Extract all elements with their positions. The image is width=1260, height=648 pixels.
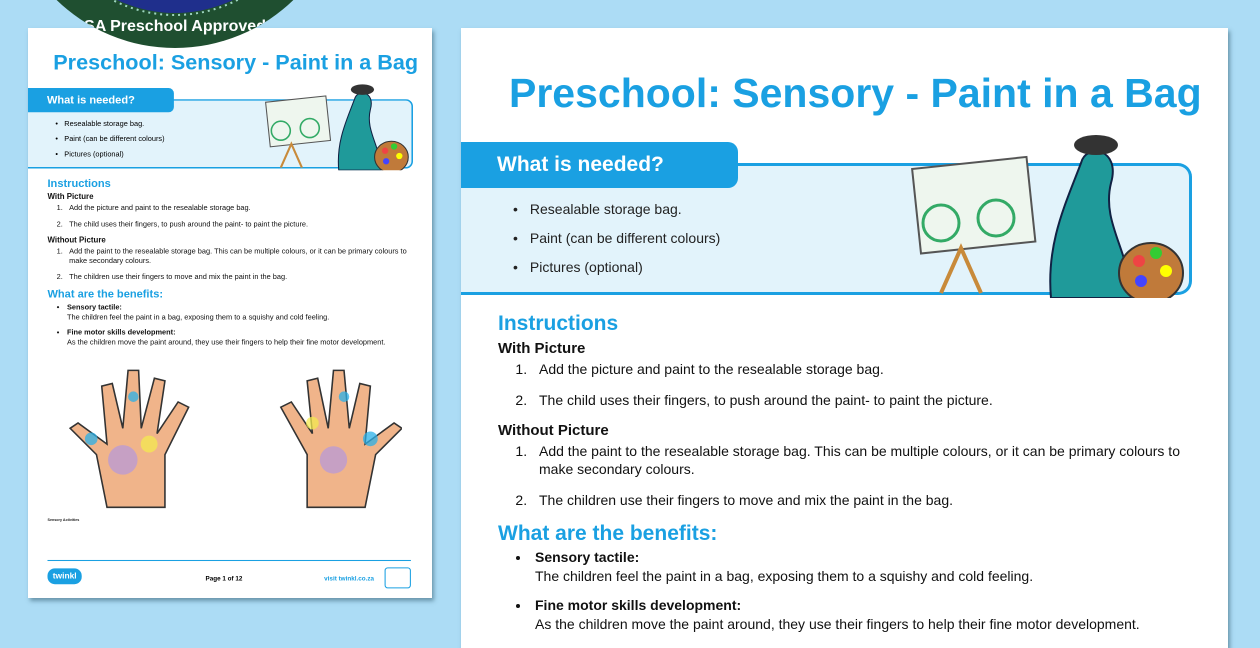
with-picture-heading: With Picture: [498, 340, 586, 357]
benefits-heading: What are the benefits:: [47, 288, 164, 301]
benefit: [65, 302, 411, 322]
page-number: Page 1 of 12: [205, 574, 243, 583]
without-picture-heading: Without Picture: [498, 422, 609, 439]
painted-hands-illustration: [60, 365, 402, 512]
sa-preschool-approved-badge: [5, 0, 345, 48]
benefit-title: • Sensory tactile:: [535, 549, 640, 565]
doc-title: Preschool: Sensory - Paint in a Bag: [53, 50, 419, 75]
benefit-text: As the children move the paint around, they use their fingers to help their fine motor development.: [66, 337, 386, 347]
benefit: [65, 327, 411, 347]
needed-item: • Pictures (optional): [55, 150, 164, 165]
dinosaur-painter-illustration: [831, 123, 1191, 298]
benefit: [531, 596, 1188, 634]
instructions-heading: Instructions: [47, 177, 111, 190]
needed-item: • Resealable storage bag.: [513, 201, 720, 230]
doc-body: [498, 312, 1188, 644]
step: 1. Add the picture and paint to the resealable storage bag.: [65, 203, 411, 212]
benefit-title: • Sensory tactile:: [66, 302, 122, 311]
disclaimer-title: Sensory Activities: [47, 518, 80, 523]
benefit-text: As the children move the paint around, they use their fingers to help their fine motor development.: [535, 616, 1140, 632]
benefits-heading: What are the benefits:: [498, 522, 718, 545]
benefit-text: The children feel the paint in a bag, exposing them to a squishy and cold feeling.: [66, 312, 330, 321]
benefit-title: • Fine motor skills development:: [66, 327, 176, 337]
needed-item: • Paint (can be different colours): [55, 134, 164, 149]
needed-item: • Pictures (optional): [513, 259, 720, 288]
quality-badge-icon: [385, 567, 411, 588]
step: 1. Add the paint to the resealable storage bag. This can be multiple colours, or it can be primary colours to make secondary colours.: [65, 246, 411, 265]
needed-heading: What is needed?: [461, 142, 738, 188]
thumbnail-content: [28, 28, 432, 598]
disclaimer: [47, 518, 410, 523]
doc-title: Preschool: Sensory - Paint in a Bag: [509, 70, 1202, 116]
page-preview: [461, 28, 1228, 648]
step: 2. The children use their fingers to move and mix the paint in the bag.: [531, 491, 1188, 509]
instructions-heading: Instructions: [498, 312, 619, 335]
benefit-title: • Fine motor skills development:: [535, 597, 742, 613]
benefit: [531, 548, 1188, 586]
needed-list: [513, 201, 720, 288]
step: 2. The child uses their fingers, to push around the paint- to paint the picture.: [531, 391, 1188, 409]
dinosaur-painter-illustration: [223, 78, 413, 170]
step: 1. Add the paint to the resealable storage bag. This can be multiple colours, or it can be primary colours to make secondary colours.: [531, 442, 1188, 478]
needed-list: [55, 119, 164, 165]
step: 2. The child uses their fingers, to push around the paint- to paint the picture.: [65, 219, 411, 228]
with-picture-heading: With Picture: [47, 192, 94, 202]
step: 1. Add the picture and paint to the resealable storage bag.: [531, 360, 1188, 378]
step: 2. The children use their fingers to move and mix the paint in the bag.: [65, 272, 411, 281]
twinkl-logo: twinkl: [47, 568, 81, 584]
badge-text: SA Preschool Approved: [84, 18, 266, 35]
needed-item: • Resealable storage bag.: [55, 119, 164, 134]
needed-heading: What is needed?: [28, 88, 174, 112]
page-thumbnail: [28, 28, 432, 598]
page-footer: [47, 560, 410, 592]
needed-item: • Paint (can be different colours): [513, 230, 720, 259]
benefit-text: The children feel the paint in a bag, exposing them to a squishy and cold feeling.: [535, 568, 1034, 584]
doc-body: [47, 178, 410, 353]
website-link[interactable]: visit twinkl.co.za: [324, 574, 375, 583]
without-picture-heading: Without Picture: [47, 235, 106, 245]
